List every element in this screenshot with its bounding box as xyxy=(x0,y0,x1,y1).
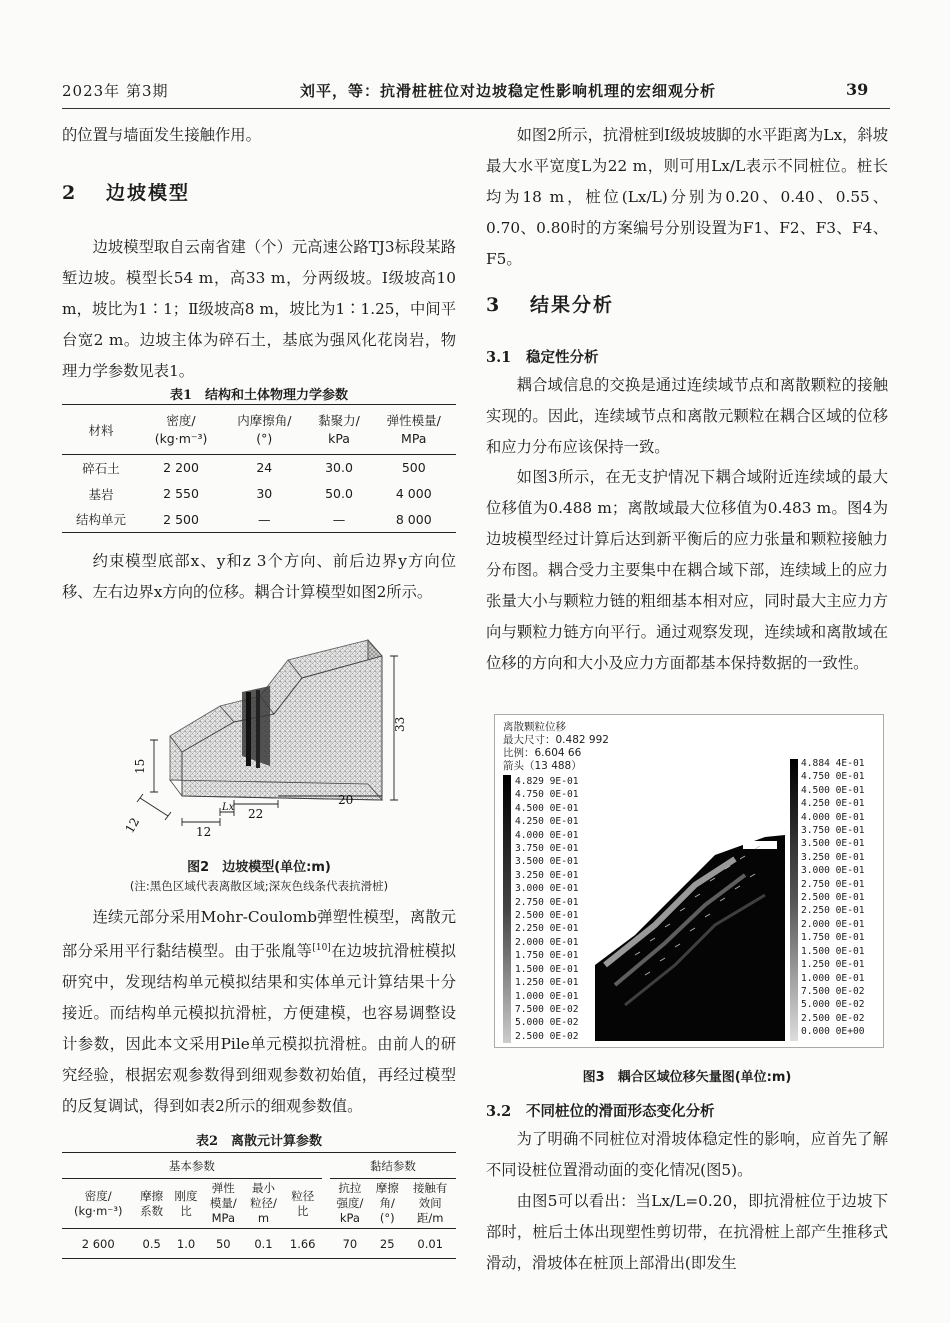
table-1: 材料 密度/ (kg·m⁻³) 内摩擦角/ (°) 黏聚力/ kPa 弹性模量/ MPa 碎石土 2 200 24 30.0 500 基岩 2 550 30 50.0 4 000 结构单元 2 500 — — 8 000 xyxy=(62,404,456,533)
dim-33: 33 xyxy=(393,716,407,732)
scale-value: 7.500 0E-02 xyxy=(515,1003,579,1015)
figure-3-displacement-plot xyxy=(595,815,785,1041)
scale-value: 2.500 0E-02 xyxy=(515,1030,579,1042)
scale-value: 1.000 0E-01 xyxy=(515,990,579,1002)
scale-value: 4.000 0E-01 xyxy=(515,829,579,841)
scale-value: 1.000 0E-01 xyxy=(801,972,865,984)
section-2-para-2: 约束模型底部x、y和z 3个方向、前后边界y方向位移、左右边界x方向的位移。耦合计算模型如图2所示。 xyxy=(62,552,456,601)
section-3-2-heading: 3.2 不同桩位的滑面形态变化分析 xyxy=(486,1103,715,1120)
scale-value: 4.750 0E-01 xyxy=(801,771,865,783)
table-1-caption: 表1 结构和土体物理力学参数 xyxy=(169,388,349,403)
figure-2-slope-model xyxy=(110,636,430,848)
scale-value: 1.750 0E-01 xyxy=(801,932,865,944)
dim-22: 22 xyxy=(248,807,264,821)
intro-line: 的位置与墙面发生接触作用。 xyxy=(62,126,261,144)
figure-2-note: (注:黑色区域代表离散区域;深灰色线条代表抗滑桩) xyxy=(129,879,389,893)
figure-3-left-colorbar xyxy=(503,775,511,1043)
scale-value: 4.500 0E-01 xyxy=(515,802,579,814)
scale-value: 2.250 0E-01 xyxy=(801,905,865,917)
scale-value: 2.000 0E-01 xyxy=(515,936,579,948)
citation-ref: [10] xyxy=(312,943,331,953)
section-2-heading: 2 边坡模型 xyxy=(62,182,191,204)
journal-issue: 2023年 第3期 xyxy=(62,82,169,100)
right-para-3: 如图3所示，在无支护情况下耦合域附近连续域的最大位移值为0.488 m；离散域最大位移值为0.483 m。图4为边坡模型经过计算后达到新平衡后的应力张量和颗粒接触力分布图。耦合受力主要集中在耦合域下部，连续域上的应力张量大小与颗粒力链的粗细基本相对应，同时最大主应力方向与颗粒力链方向平行。通过观察发现，连续域和离散域在位移的方向和大小及应力方面都基本保持数据的一致性。 xyxy=(486,468,888,672)
table-row: 基岩 2 550 30 50.0 4 000 xyxy=(88,486,432,502)
scale-value: 4.829 9E-01 xyxy=(515,776,579,787)
scale-value: 4.250 0E-01 xyxy=(801,798,865,810)
right-para-4: 为了明确不同桩位对滑坡体稳定性的影响，应首先了解不同设桩位置滑动面的变化情况(图5)。 xyxy=(486,1130,888,1179)
scale-value: 3.500 0E-01 xyxy=(801,838,865,850)
figure-3-caption: 图3 耦合区域位移矢量图(单位:m) xyxy=(582,1070,792,1085)
t2-group-basic: 基本参数 xyxy=(62,1153,322,1179)
scale-value: 3.500 0E-01 xyxy=(515,856,579,868)
dim-20: 20 xyxy=(338,793,354,807)
scale-value: 3.750 0E-01 xyxy=(801,825,865,837)
table-2: 基本参数 黏结参数 密度/ (kg·m⁻³) 摩擦 系数 刚度 比 弹性 模量/ MPa 最小 粒径/ m 粒径 比 抗拉 强度/ kPa 摩擦 角/ (°) 接触有 效间 距/m 2 600 0.5 1.0 50 0.1 1.66 70 25 0.01 xyxy=(62,1152,456,1259)
scale-value: 3.750 0E-01 xyxy=(515,843,579,855)
scale-value: 3.000 0E-01 xyxy=(515,883,579,895)
dim-lx: Lx xyxy=(222,802,235,813)
section-3-1-heading: 3.1 稳定性分析 xyxy=(486,349,599,366)
header-rule xyxy=(62,108,890,109)
scale-value: 2.000 0E-01 xyxy=(801,918,865,930)
scale-value: 2.250 0E-01 xyxy=(515,923,579,935)
figure-3-right-scale xyxy=(801,757,865,1039)
section-3-heading: 3 结果分析 xyxy=(486,294,615,316)
dim-12-side: 12 xyxy=(122,815,143,836)
scale-value: 4.500 0E-01 xyxy=(801,784,865,796)
t1-header-material: 材料 xyxy=(88,422,114,438)
scale-value: 2.750 0E-01 xyxy=(515,896,579,908)
scale-value: 3.250 0E-01 xyxy=(801,851,865,863)
scale-value: 2.500 0E-01 xyxy=(515,910,579,922)
right-para-2: 耦合域信息的交换是通过连续域节点和离散颗粒的接触实现的。因此，连续域节点和离散元颗粒在耦合区域的位移和应力分布应该保持一致。 xyxy=(486,376,888,456)
page-number: 39 xyxy=(846,80,869,99)
scale-value: 1.750 0E-01 xyxy=(515,950,579,962)
scale-value: 5.000 0E-02 xyxy=(515,1017,579,1029)
scale-value: 2.500 0E-02 xyxy=(801,1012,865,1024)
table-row: 碎石土 2 200 24 30.0 500 xyxy=(82,460,426,476)
figure-2-caption: 图2 边坡模型(单位:m) xyxy=(187,860,331,875)
table-row: 2 600 0.5 1.0 50 0.1 1.66 70 25 0.01 xyxy=(62,1229,456,1259)
scale-value: 3.000 0E-01 xyxy=(801,865,865,877)
scale-value: 4.750 0E-01 xyxy=(515,789,579,801)
scale-value: 4.884 4E-01 xyxy=(801,758,865,769)
section-2-para-3: 连续元部分采用Mohr-Coulomb弹塑性模型，离散元部分采用平行黏结模型。由于张胤等[10]在边坡抗滑桩模拟研究中，发现结构单元模拟结果和实体单元计算结果十分接近。而结构单元模拟抗滑桩，方便建模，也容易调整设计参数，因此本文采用Pile单元模拟抗滑桩。由前人的研究经验，根据宏观参数得到细观参数初始值，再经过模型的反复调试，得到如表2所示的细观参数值。 xyxy=(62,908,456,1116)
right-para-1: 如图2所示，抗滑桩到Ⅰ级坡坡脚的水平距离为Lx，斜坡最大水平宽度L为22 m，则可用Lx/L表示不同桩位。桩长均为18 m，桩位(Lx/L)分别为0.20、0.40、0.55、0.70、0.80时的方案编号分别设置为F1、F2、F3、F4、F5。 xyxy=(486,126,888,268)
section-2-para-1: 边坡模型取自云南省建（个）元高速公路TJ3标段某路堑边坡。模型长54 m，高33 m，分两级坡。Ⅰ级坡高10 m，坡比为1∶1；Ⅱ级坡高8 m，坡比为1∶1.25，中间平台宽2 m。边坡主体为碎石土，基底为强风化花岗岩，物理力学参数见表1。 xyxy=(62,238,456,380)
scale-value: 1.250 0E-01 xyxy=(801,959,865,971)
figure-3-left-scale xyxy=(515,775,579,1043)
scale-value: 0.000 0E+00 xyxy=(801,1026,865,1038)
dim-15: 15 xyxy=(133,758,147,774)
scale-value: 7.500 0E-02 xyxy=(801,985,865,997)
right-para-5: 由图5可以看出：当Lx/L=0.20，即抗滑桩位于边坡下部时，桩后土体出现塑性剪切带，在抗滑桩上部产生推移式滑动，滑坡体在桩顶上部滑出(即发生 xyxy=(486,1192,888,1272)
scale-value: 5.000 0E-02 xyxy=(801,999,865,1011)
figure-3-panel xyxy=(494,714,884,1048)
figure-3-info: 离散颗粒位移 最大尺寸：0.482 992 比例：6.604 66 箭头（13 488） xyxy=(503,721,609,772)
scale-value: 4.250 0E-01 xyxy=(515,816,579,828)
scale-value: 2.500 0E-01 xyxy=(801,892,865,904)
scale-value: 1.250 0E-01 xyxy=(515,977,579,989)
t2-group-bond: 黏结参数 xyxy=(330,1153,456,1179)
figure-3-right-colorbar xyxy=(790,759,798,1041)
scale-value: 1.500 0E-01 xyxy=(515,963,579,975)
scale-value: 2.750 0E-01 xyxy=(801,878,865,890)
scale-value: 3.250 0E-01 xyxy=(515,869,579,881)
scale-value: 1.500 0E-01 xyxy=(801,945,865,957)
running-title: 刘平，等：抗滑桩桩位对边坡稳定性影响机理的宏细观分析 xyxy=(300,82,717,100)
table-row: 结构单元 2 500 — — 8 000 xyxy=(62,507,456,533)
scale-value: 4.000 0E-01 xyxy=(801,811,865,823)
dim-12-base: 12 xyxy=(196,825,212,839)
table-2-caption: 表2 离散元计算参数 xyxy=(195,1134,323,1149)
